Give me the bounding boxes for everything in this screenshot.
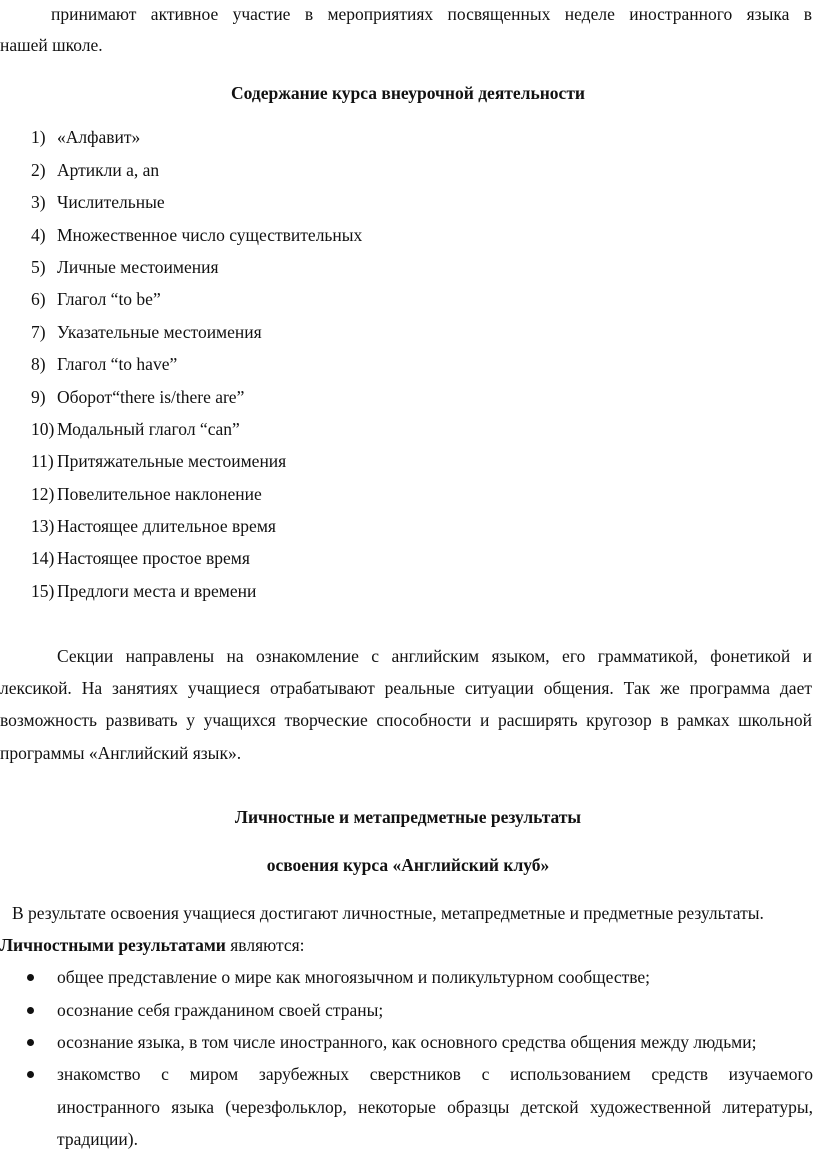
list-item-number: 11) [31,451,54,471]
list-item-text: Настоящее простое время [57,548,250,568]
list-item-text: осознание языка, в том числе иностранного, как основного средства общения между людьми; [57,1032,757,1052]
paragraph-line: Секции направлены на ознакомление с английским языком, его грамматикой, фонетикой и [57,646,812,666]
list-item-text: Повелительное наклонение [57,484,262,504]
list-item-text-continued: иностранного языка (черезфольклор, некоторые образцы детской художественной литературы, [57,1097,813,1117]
list-item-number: 14) [31,548,55,568]
list-item-text: Личные местоимения [57,257,219,277]
list-item-text: «Алфавит» [57,127,141,147]
personal-results-line [0,935,305,955]
personal-results-label: Личностными результатами [0,935,226,955]
bullet-icon [27,1007,34,1014]
personal-results-suffix: являются: [225,935,305,955]
list-item-number: 1) [31,127,46,147]
list-item-text: Глагол “to be” [57,289,161,309]
list-item-number: 9) [31,387,46,407]
results-subheading: освоения курса «Английский клуб» [266,855,550,875]
list-item-text: Артикли a, an [57,160,160,180]
list-item-text: Глагол “to have” [57,354,178,374]
list-item-number: 10) [31,419,55,439]
list-item-text: Предлоги места и времени [57,581,257,601]
paragraph-line: программы «Английский язык». [0,743,242,763]
list-item-text: Модальный глагол “can” [57,419,240,439]
bullet-icon [27,1071,34,1078]
list-item-text: общее представление о мире как многоязычном и поликультурном сообществе; [57,967,651,987]
bullet-icon [27,974,34,981]
intro-line-2: нашей школе. [0,35,103,55]
list-item-number: 4) [31,225,46,245]
list-item-text: осознание себя гражданином своей страны; [57,1000,384,1020]
list-item-text: Числительные [57,192,165,212]
paragraph-line: лексикой. На занятиях учащиеся отрабатывают реальные ситуации общения. Так же программа дает [0,678,812,698]
list-item-number: 12) [31,484,55,504]
intro-line-1: принимают активное участие в мероприятиях посвященных неделе иностранного языка в [51,4,812,24]
list-item-text: Указательные местоимения [57,322,262,342]
results-heading: Личностные и метапредметные результаты [234,807,582,827]
list-item-number: 13) [31,516,55,536]
list-item-text-continued: традиции). [57,1129,138,1149]
list-item-text: Оборот“there is/there are” [57,387,245,407]
list-item-text: Притяжательные местоимения [57,451,287,471]
course-heading: Содержание курса внеурочной деятельности [230,83,586,103]
list-item-number: 8) [31,354,46,374]
list-item-number: 2) [31,160,46,180]
bullet-icon [27,1039,34,1046]
list-item-number: 6) [31,289,46,309]
list-item-number: 15) [31,581,55,601]
list-item-number: 7) [31,322,46,342]
list-item-number: 3) [31,192,46,212]
paragraph-line: возможность развивать у учащихся творческие способности и расширять кругозор в рамках школьной [0,710,812,730]
results-intro: В результате освоения учащиеся достигают личностные, метапредметные и предметные результаты. [12,903,764,923]
list-item-text: Настоящее длительное время [57,516,276,536]
list-item-text: Множественное число существительных [57,225,363,245]
list-item-text: знакомство с миром зарубежных сверстников с использованием средств изучаемого [57,1064,813,1084]
list-item-number: 5) [31,257,46,277]
